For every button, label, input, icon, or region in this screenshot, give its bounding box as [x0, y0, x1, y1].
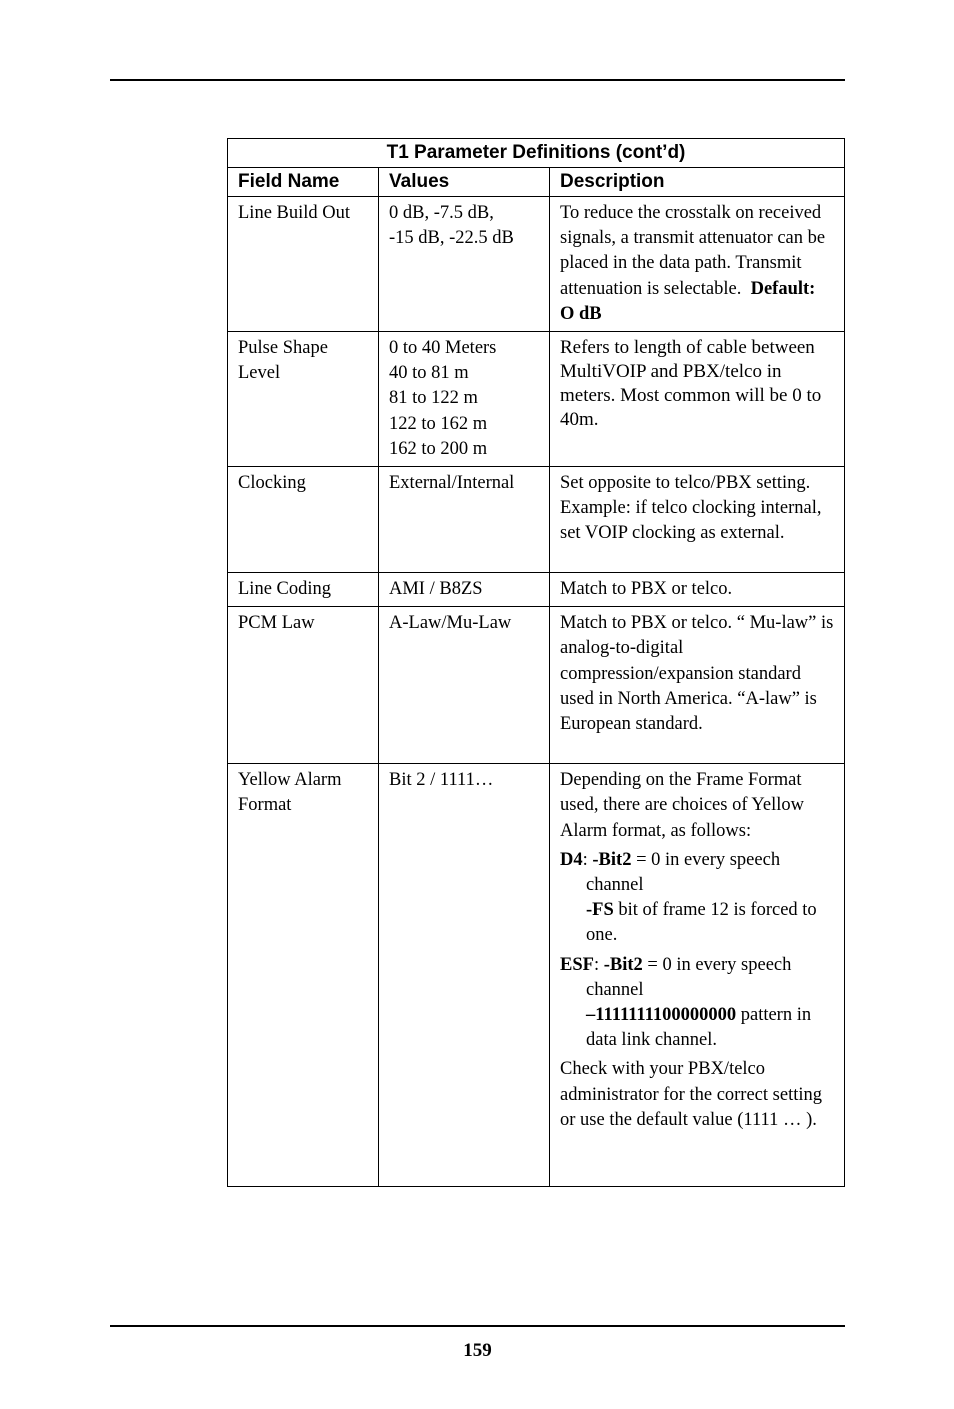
- value-line: External/Internal: [389, 473, 515, 494]
- table-header-row: [228, 168, 845, 197]
- page-number: 159: [463, 1340, 492, 1361]
- d4-item2-text: bit of frame 12 is forced to one.: [586, 900, 817, 946]
- value-line: A-Law/Mu-Law: [389, 613, 512, 634]
- description-text: Match to PBX or telco.: [560, 579, 733, 600]
- values-cell: [379, 197, 550, 332]
- footer-rule: [110, 1325, 845, 1327]
- description-cell: [550, 197, 845, 332]
- field-name-cell: [228, 764, 379, 1187]
- description-cell: [550, 467, 845, 573]
- field-name: Clocking: [238, 473, 306, 494]
- description-cell: [550, 607, 845, 764]
- values-cell: [379, 607, 550, 764]
- description-text: Refers to length of cable between MultiVOIP and PBX/telco in meters. Most common will be 0 to 40m.: [560, 337, 822, 431]
- label-separator: :: [582, 849, 593, 870]
- header-values: Values: [379, 168, 550, 197]
- table-row: [228, 332, 845, 467]
- esf-item2-text: pattern in data link channel.: [586, 1005, 812, 1051]
- header-description: Description: [550, 168, 845, 197]
- description-text: Set opposite to telco/PBX setting. Example: if telco clocking internal, set VOIP clocking as external.: [560, 473, 822, 544]
- table-row: [228, 467, 845, 573]
- esf-item1-bold: -Bit2: [603, 954, 643, 975]
- field-name-cell: [228, 573, 379, 607]
- description-cell: [550, 332, 845, 467]
- value-line: 40 to 81 m: [389, 363, 469, 384]
- description-text: To reduce the crosstalk on received signals, a transmit attenuator can be placed in the data path. Transmit attenuation is selectable.: [560, 203, 826, 299]
- esf-item2: [586, 1003, 834, 1053]
- values-cell: [379, 467, 550, 573]
- table-caption-row: [228, 139, 845, 168]
- description-outro: Check with your PBX/telco administrator for the correct setting or use the default value (1111 … ).: [560, 1059, 822, 1130]
- field-name: Pulse Shape Level: [238, 338, 328, 384]
- d4-item1-bold: -Bit2: [592, 849, 632, 870]
- description-cell: [550, 573, 845, 607]
- value-line: AMI / B8ZS: [389, 579, 483, 600]
- table-row: [228, 764, 845, 1187]
- default-value: Default: O dB: [560, 278, 816, 324]
- d4-item1-text: = 0 in every speech channel: [586, 849, 781, 896]
- d4-item2-bold: -FS: [586, 900, 614, 921]
- value-line: 122 to 162 m: [389, 413, 488, 434]
- d4-label: D4: [560, 849, 583, 870]
- field-name-cell: [228, 197, 379, 332]
- header-field-name: Field Name: [228, 168, 379, 197]
- field-name: Line Build Out: [238, 203, 351, 223]
- table-row: [228, 197, 845, 332]
- t1-parameter-table: [227, 138, 845, 1187]
- value-line: Bit 2 / 1111…: [389, 770, 494, 791]
- label-separator: :: [593, 954, 604, 975]
- d4-format-entry: [560, 848, 834, 949]
- value-line: 162 to 200 m: [389, 438, 488, 459]
- description-intro: Depending on the Frame Format used, there are choices of Yellow Alarm format, as follows:: [560, 770, 805, 841]
- description-cell: [550, 764, 845, 1187]
- values-cell: [379, 764, 550, 1187]
- values-cell: [379, 332, 550, 467]
- description-text: Match to PBX or telco. “ Mu-law” is analog-to-digital compression/expansion standard used in North America. “A-law” is European standard.: [560, 613, 834, 735]
- value-line: 81 to 122 m: [389, 388, 478, 409]
- esf-format-entry: [560, 953, 834, 1054]
- esf-item2-bold: –1111111100000000: [586, 1005, 737, 1026]
- value-line: 0 dB, -7.5 dB,: [389, 203, 494, 223]
- esf-label: ESF: [560, 954, 594, 975]
- table-row: [228, 607, 845, 764]
- value-line: -15 dB, -22.5 dB: [389, 228, 514, 249]
- esf-item1-text: = 0 in every speech channel: [586, 954, 792, 1000]
- field-name: PCM Law: [238, 613, 315, 634]
- value-line: 0 to 40 Meters: [389, 338, 497, 359]
- table-caption: T1 Parameter Definitions (cont’d): [228, 139, 845, 168]
- field-name-cell: [228, 332, 379, 467]
- field-name-cell: [228, 607, 379, 764]
- field-name: Line Coding: [238, 579, 332, 600]
- table-row: [228, 573, 845, 607]
- field-name: Yellow Alarm Format: [238, 770, 342, 816]
- values-cell: [379, 573, 550, 607]
- d4-item2: [586, 898, 834, 948]
- header-rule: [110, 79, 845, 81]
- field-name-cell: [228, 467, 379, 573]
